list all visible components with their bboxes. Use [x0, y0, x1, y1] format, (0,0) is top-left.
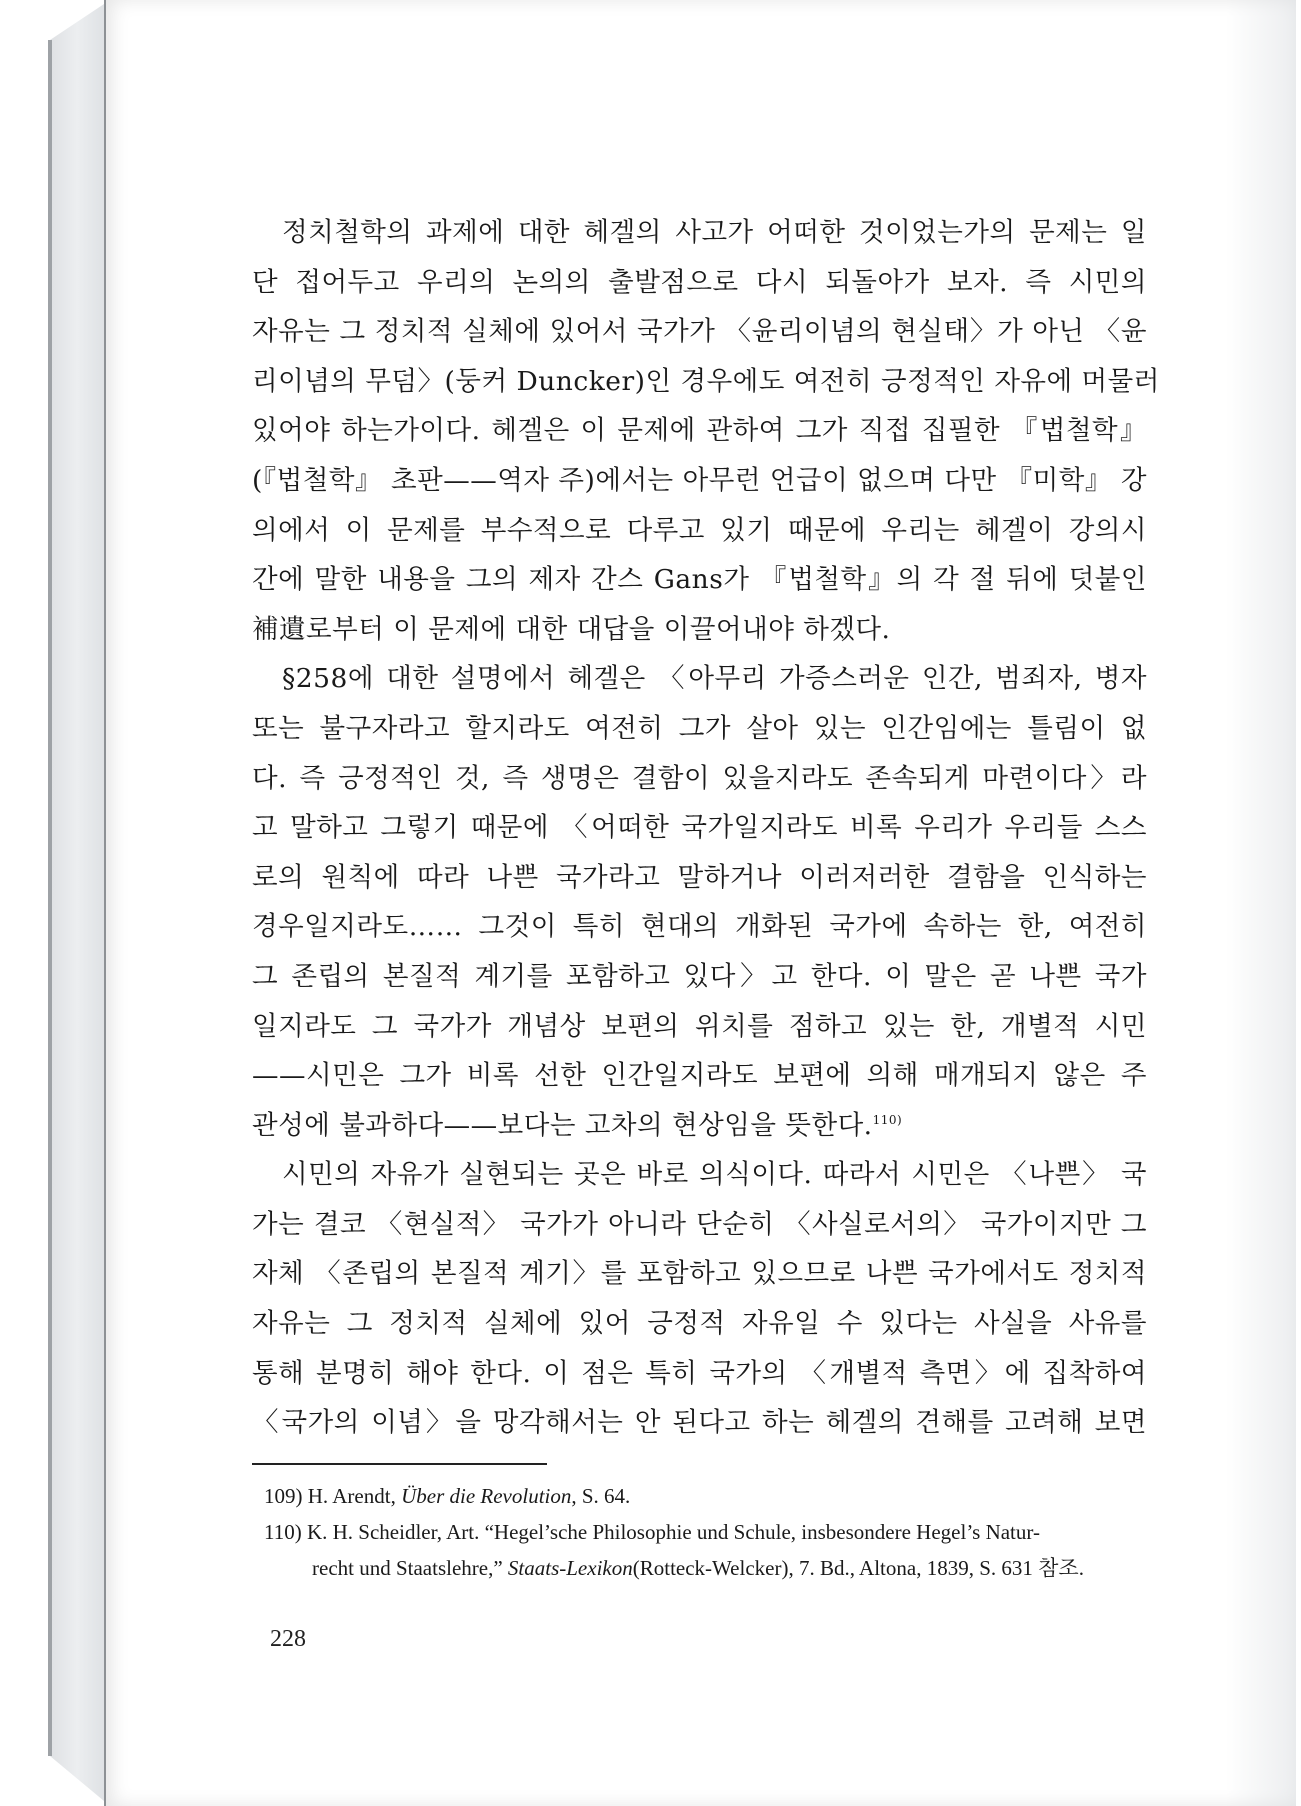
text-line: 자유는 그 정치적 실체에 있어서 국가가 〈윤리이념의 현실태〉가 아닌 〈윤 — [252, 316, 1147, 348]
text-line: 자체 〈존립의 본질적 계기〉를 포함하고 있으므로 나쁜 국가에서도 정치적 — [252, 1258, 1147, 1290]
footnote-title: Staats-Lexikon — [507, 1556, 633, 1580]
page-number: 228 — [270, 1626, 306, 1652]
footnote-line: (Rotteck-Welcker), 7. Bd., Altona, 1839, S. 631 참조. — [632, 1556, 1084, 1580]
footnote-line: recht und Staatslehre,” — [312, 1556, 508, 1580]
footnote-number: 109) — [264, 1484, 303, 1508]
footnote-divider — [252, 1463, 547, 1465]
text-line: §258에 대한 설명에서 헤겔은 〈아무리 가증스러운 인간, 범죄자, 병자 — [282, 663, 1147, 695]
footnote-110-continued — [264, 1550, 1144, 1586]
text-line: 간에 말한 내용을 그의 제자 간스 Gans가 『법철학』의 각 절 뒤에 덧붙인 — [252, 564, 1147, 596]
paragraph-3 — [252, 1150, 1147, 1448]
footnotes — [264, 1478, 1144, 1586]
text-line: 있어야 하는가이다. 헤겔은 이 문제에 관하여 그가 직접 집필한 『법철학』 — [252, 415, 1147, 447]
text-line-with-note — [252, 1101, 1147, 1151]
text-line: 통해 분명히 해야 한다. 이 점은 특히 국가의 〈개별적 측면〉에 집착하여 — [252, 1357, 1147, 1389]
footnote-number: 110) — [264, 1520, 302, 1544]
footnote-rest: , S. 64. — [571, 1484, 631, 1508]
book-spine — [0, 0, 110, 1806]
text-line: 시민의 자유가 실현되는 곳은 바로 의식이다. 따라서 시민은 〈나쁜〉 국 — [282, 1159, 1147, 1191]
footnote-110 — [264, 1514, 1144, 1550]
footnote-line: K. H. Scheidler, Art. “Hegel’sche Philosophie und Schule, insbesondere Hegel’s Natur- — [306, 1520, 1040, 1544]
text-line: 補遺로부터 이 문제에 대한 대답을 이끌어내야 하겠다. — [252, 613, 891, 645]
text-line: 일지라도 그 국가가 개념상 보편의 위치를 점하고 있는 한, 개별적 시민 — [252, 1010, 1147, 1042]
footnote-author: H. Arendt, — [307, 1484, 396, 1508]
text-line: 자유는 그 정치적 실체에 있어 긍정적 자유일 수 있다는 사실을 사유를 — [252, 1308, 1147, 1340]
footnote-109 — [264, 1478, 1144, 1514]
text-line: 정치철학의 과제에 대한 헤겔의 사고가 어떠한 것이었는가의 문제는 일 — [282, 217, 1147, 248]
text-line: 리이념의 무덤〉(둥커 Duncker)인 경우에도 여전히 긍정적인 자유에 머물러 — [252, 365, 1160, 397]
text-line: 다. 즉 긍정적인 것, 즉 생명은 결함이 있을지라도 존속되게 마련이다〉라 — [252, 762, 1147, 794]
text-line: 관성에 불과하다——보다는 고차의 현상임을 뜻한다. — [252, 1109, 873, 1141]
text-line: 의에서 이 문제를 부수적으로 다루고 있기 때문에 우리는 헤겔이 강의시 — [252, 514, 1147, 546]
text-line: 그 존립의 본질적 계기를 포함하고 있다〉고 한다. 이 말은 곧 나쁜 국가 — [252, 960, 1147, 992]
text-line: 단 접어두고 우리의 논의의 출발점으로 다시 되돌아가 보자. 즉 시민의 — [252, 266, 1147, 298]
text-line: 고 말하고 그렇기 때문에 〈어떠한 국가일지라도 비록 우리가 우리들 스스 — [252, 812, 1147, 844]
text-line: 〈국가의 이념〉을 망각해서는 안 된다고 하는 헤겔의 견해를 고려해 보면 — [252, 1407, 1147, 1439]
footnote-reference: 110) — [872, 1112, 903, 1127]
paragraph-2 — [252, 654, 1147, 1150]
text-line: 또는 불구자라고 할지라도 여전히 그가 살아 있는 인간임에는 틀림이 없 — [252, 712, 1147, 744]
book-spine-edge — [48, 40, 52, 1756]
text-line: ——시민은 그가 비록 선한 인간일지라도 보편에 의해 매개되지 않은 주 — [252, 1060, 1147, 1092]
footnote-title: Über die Revolution — [401, 1484, 572, 1508]
main-text — [252, 208, 1160, 1448]
text-line: 가는 결코 〈현실적〉 국가가 아니라 단순히 〈사실로서의〉 국가이지만 그 — [252, 1208, 1147, 1240]
text-line: 로의 원칙에 따라 나쁜 국가라고 말하거나 이러저러한 결함을 인식하는 — [252, 861, 1147, 893]
text-line: (『법철학』 초판——역자 주)에서는 아무런 언급이 없으며 다만 『미학』 강 — [252, 464, 1147, 496]
paragraph-1 — [252, 208, 1160, 654]
text-line: 경우일지라도…… 그것이 특히 현대의 개화된 국가에 속하는 한, 여전히 — [252, 911, 1147, 943]
